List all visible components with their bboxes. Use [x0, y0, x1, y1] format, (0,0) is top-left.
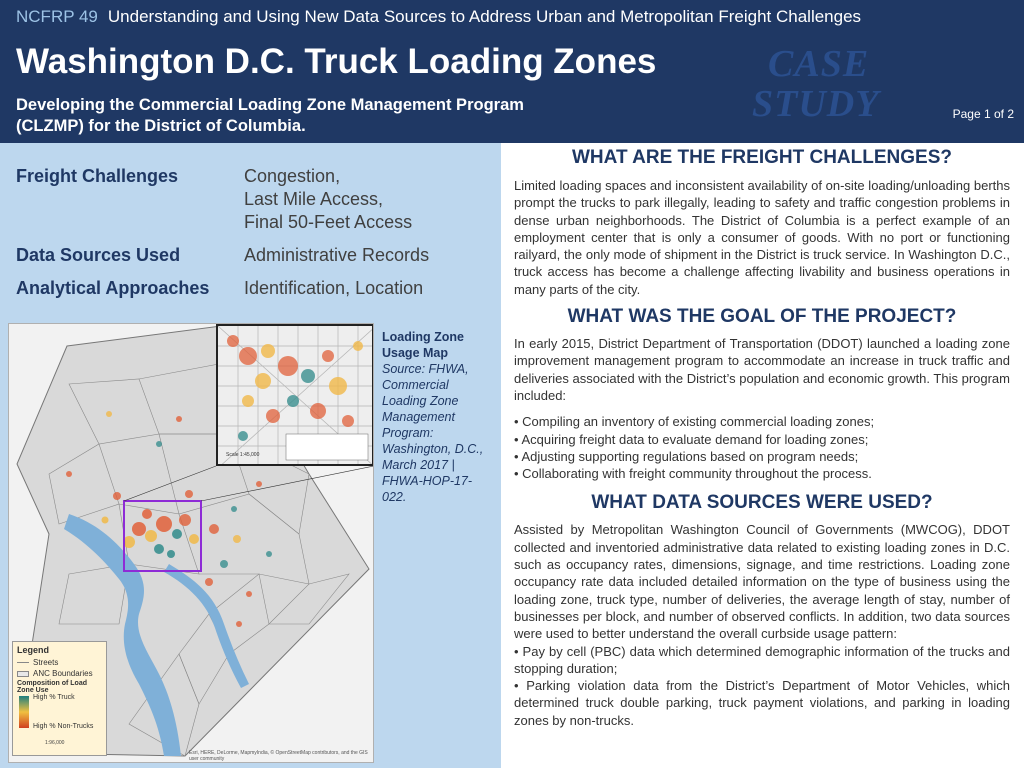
- map-scale: 1:96,000: [45, 740, 65, 746]
- inset-map: [216, 324, 374, 466]
- legend-anc: [17, 669, 102, 678]
- streets-swatch: [17, 662, 29, 663]
- series-id: NCFRP 49: [16, 7, 98, 26]
- data-heading: WHAT DATA SOURCES WERE USED?: [591, 492, 933, 514]
- facts-list: [16, 165, 496, 310]
- map-legend: [12, 641, 107, 756]
- legend-title: Legend: [17, 645, 50, 655]
- data-text: Assisted by Metropolitan Washington Council of Governments (MWCOG), DDOT collected and inventoried administrative data related to existing loading zones in D.C. such as occupancy rates, dimensions, signage, and time restrictions. Loading zone occupancy rate data included detailed information on the type of business using the loading zone, truck type, number of deliveries, the average length of stay, number of businesses per block, and number of observed conflicts. In addition, two data sources were used to better understand the overall curbside usage pattern:: [514, 522, 1010, 642]
- inset-scale: Scale 1:45,000: [226, 452, 260, 458]
- loading-zone-map: [8, 323, 374, 763]
- goal-text: In early 2015, District Department of Transportation (DDOT) launched a loading zone improvement management program to accommodate an increase in truck traffic and deliveries associated with the District’s population and economic growth. This program included:: [514, 336, 1010, 403]
- page-subtitle: [16, 95, 656, 137]
- fact-value: Identification, Location: [244, 278, 424, 298]
- summary-panel: [0, 143, 501, 768]
- legend-label: Streets: [33, 658, 59, 667]
- anc-swatch: [17, 671, 29, 677]
- header-banner: [0, 0, 1024, 143]
- page-number: Page 1 of 2: [952, 107, 1014, 121]
- fact-freight-challenges: [16, 165, 496, 234]
- challenge-item: Congestion,: [244, 166, 341, 186]
- legend-label: High % Truck: [33, 694, 75, 701]
- caption-title: Loading Zone Usage Map: [382, 330, 464, 360]
- caption-source: Source: FHWA, Commercial Loading Zone Management Program: Washington, D.C., March 2017 | FHWA-HOP-17-022.: [382, 362, 484, 504]
- list-item: • Collaborating with freight community throughout the process.: [514, 466, 872, 482]
- list-item: • Adjusting supporting regulations based on program needs;: [514, 448, 859, 464]
- fact-value: Administrative Records: [244, 245, 430, 265]
- legend-streets: [17, 658, 102, 667]
- series-line: [16, 7, 861, 27]
- challenge-item: Last Mile Access,: [244, 189, 384, 209]
- fact-label: Analytical Approaches: [16, 278, 210, 298]
- goal-heading: WHAT WAS THE GOAL OF THE PROJECT?: [567, 306, 957, 328]
- map-caption: [382, 329, 492, 505]
- fact-data-sources: [16, 244, 496, 267]
- challenges-text: Limited loading spaces and inconsistent availability of on-site loading/unloading berths prompt the trucks to park illegally, leading to safety and traffic congestion problems in dense urban neighborhoods. The District of Columbia is a perfect example of an employment center that is only a consumer of goods. With no port or functioning railyard, the only mode of shipment in the District is truck service. In Washington D.C., truck access has become a challenge affecting livability and business operations in many parts of the city.: [514, 178, 1010, 297]
- gradient-labels: [33, 694, 93, 730]
- inset-graphic: [218, 326, 374, 466]
- fact-value: [244, 165, 412, 234]
- subtitle-line-2: (CLZMP) for the District of Columbia.: [16, 117, 306, 135]
- goal-bullets: [514, 413, 1010, 482]
- legend-label: High % Non-Trucks: [33, 723, 94, 730]
- study-word: STUDY: [752, 83, 880, 125]
- legend-composition-title: Composition of Load Zone Use: [17, 680, 87, 694]
- legend-gradient: [17, 694, 102, 730]
- series-title: Understanding and Using New Data Sources to Address Urban and Metropolitan Freight Challenges: [107, 7, 862, 26]
- list-item: • Parking violation data from the District’s Department of Motor Vehicles, which determined truck double parking, truck payment violations, and parking in loading zones by non-trucks.: [514, 678, 1010, 728]
- page-title: Washington D.C. Truck Loading Zones: [16, 42, 657, 81]
- fact-label: Data Sources Used: [16, 245, 181, 265]
- main-content: [514, 143, 1010, 729]
- list-item: • Pay by cell (PBC) data which determined demographic information of the trucks and stopping duration;: [514, 643, 1010, 676]
- list-item: • Acquiring freight data to evaluate demand for loading zones;: [514, 431, 869, 447]
- legend-label: ANC Boundaries: [33, 669, 93, 678]
- gradient-swatch: [19, 696, 29, 728]
- data-bullets: [514, 643, 1010, 729]
- challenges-heading: WHAT ARE THE FREIGHT CHALLENGES?: [572, 147, 952, 168]
- map-credit: Esri, HERE, DeLorme, MapmyIndia, © OpenStreetMap contributors, and the GIS user community: [189, 750, 368, 762]
- case-word: CASE: [768, 43, 870, 85]
- inset-credit-box: [286, 434, 368, 460]
- challenge-item: Final 50-Feet Access: [244, 212, 413, 232]
- fact-analytical-approaches: [16, 277, 496, 300]
- subtitle-line-1: Developing the Commercial Loading Zone Management Program: [16, 96, 524, 114]
- list-item: • Compiling an inventory of existing commercial loading zones;: [514, 414, 875, 430]
- case-study-label: [752, 44, 879, 124]
- fact-label: Freight Challenges: [16, 166, 179, 186]
